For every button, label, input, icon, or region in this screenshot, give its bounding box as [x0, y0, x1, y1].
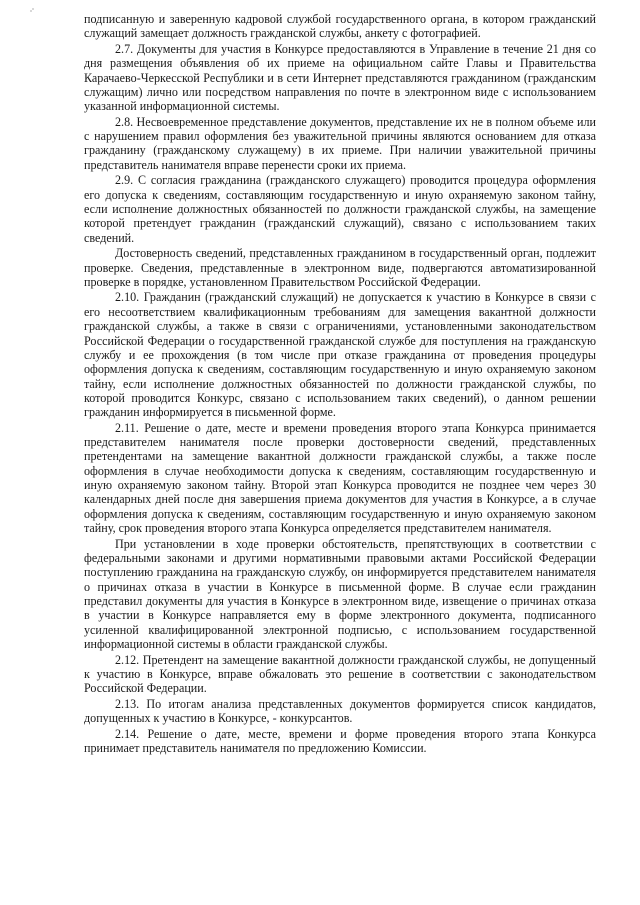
paragraph-2-13: 2.13. По итогам анализа представленных документов формируется список кандидатов, допущенных к участию в Конкурсе, - конкурсантов. — [84, 696, 596, 726]
paragraph-2-12: 2.12. Претендент на замещение вакантной должности гражданской службы, не допущенный к участию в Конкурсе, вправе обжаловать это решение в соответствии с законодательством Российской Федерации. — [84, 652, 596, 696]
paragraph-refusal-notice: При установлении в ходе проверки обстоятельств, препятствующих в соответствии с федеральными законами и другими нормативными правовыми актами Российской Федерации поступлению гражданина на гражданскую службу, он информируется представителем нанимателя о причинах отказа в участии в Конкурсе в письменной форме. В случае если гражданин представил документы для участия в Конкурсе в электронном виде, извещение о причинах отказа в участии в Конкурсе направляется ему в форме электронного документа, подписанного усиленной квалифицированной электронной подписью, с использованием государственной информационной системы в области гражданской службы. — [84, 536, 596, 652]
paragraph-2-10: 2.10. Гражданин (гражданский служащий) не допускается к участию в Конкурсе в связи с его несоответствием квалификационным требованиям для замещения вакантной должности гражданской службы, а также в связи с ограничениями, установленными законодательством Российской Федерации о государственной гражданской службе для поступления на гражданскую службу и ее прохождения (в том числе при отказе гражданина от проведения процедуры оформления допуска к сведениям, составляющим государственную и иную охраняемую законом тайну, если исполнение должностных обязанностей по должности гражданской службы, по которой проводится Конкурс, связано с использованием таких сведений), о данном решении гражданин информируется в письменной форме. — [84, 290, 596, 420]
paragraph-continuation: подписанную и заверенную кадровой службой государственного органа, в котором гражданский служащий замещает должность гражданской службы, анкету с фотографией. — [84, 12, 596, 41]
paragraph-2-11: 2.11. Решение о дате, месте и времени проведения второго этапа Конкурса принимается представителем нанимателя после проверки достоверности сведений, представленных претендентами на замещение вакантной должности гражданской службы, а также после оформления в случае необходимости допуска к сведениям, составляющим государственную и иную охраняемую законом тайну. Второй этап Конкурса проводится не позднее чем через 30 календарных дней после дня завершения приема документов для участия в Конкурсе, а в случае оформления допуска к сведениям, составляющим государственную и иную охраняемую законом тайну, срок проведения второго этапа Конкурса определяется представителем нанимателя. — [84, 420, 596, 536]
paragraph-2-9: 2.9. С согласия гражданина (гражданского служащего) проводится процедура оформления его допуска к сведениям, составляющим государственную и иную охраняемую законом тайну, если исполнение должностных обязанностей по должности гражданской службы, на замещение которой претендует гражданин (гражданский служащий), связано с использованием таких сведений. — [84, 173, 596, 245]
paragraph-verification: Достоверность сведений, представленных гражданином в государственный орган, подлежит проверке. Сведения, представленные в электронном виде, подвергаются автоматизированной проверке в порядке, установленном Правительством Российской Федерации. — [84, 246, 596, 289]
paragraph-2-7: 2.7. Документы для участия в Конкурсе предоставляются в Управление в течение 21 дня со дня размещения объявления об их приеме на официальном сайте Главы и Правительства Карачаево-Черкесской Республики и в сети Интернет представляются гражданином (гражданским служащим) лично или посредством направления по почте в электронном виде с использованием указанной информационной системы. — [84, 41, 596, 114]
document-page — [84, 12, 596, 757]
scan-speck-mark — [30, 8, 34, 12]
paragraph-2-14: 2.14. Решение о дате, месте, времени и форме проведения второго этапа Конкурса принимает представитель нанимателя по предложению Комиссии. — [84, 726, 596, 756]
paragraph-2-8: 2.8. Несвоевременное представление документов, представление их не в полном объеме или с нарушением правил оформления без уважительной причины являются основанием для отказа гражданину (гражданскому служащему) в их приеме. При наличии уважительной причины представитель нанимателя вправе перенести сроки их приема. — [84, 114, 596, 172]
